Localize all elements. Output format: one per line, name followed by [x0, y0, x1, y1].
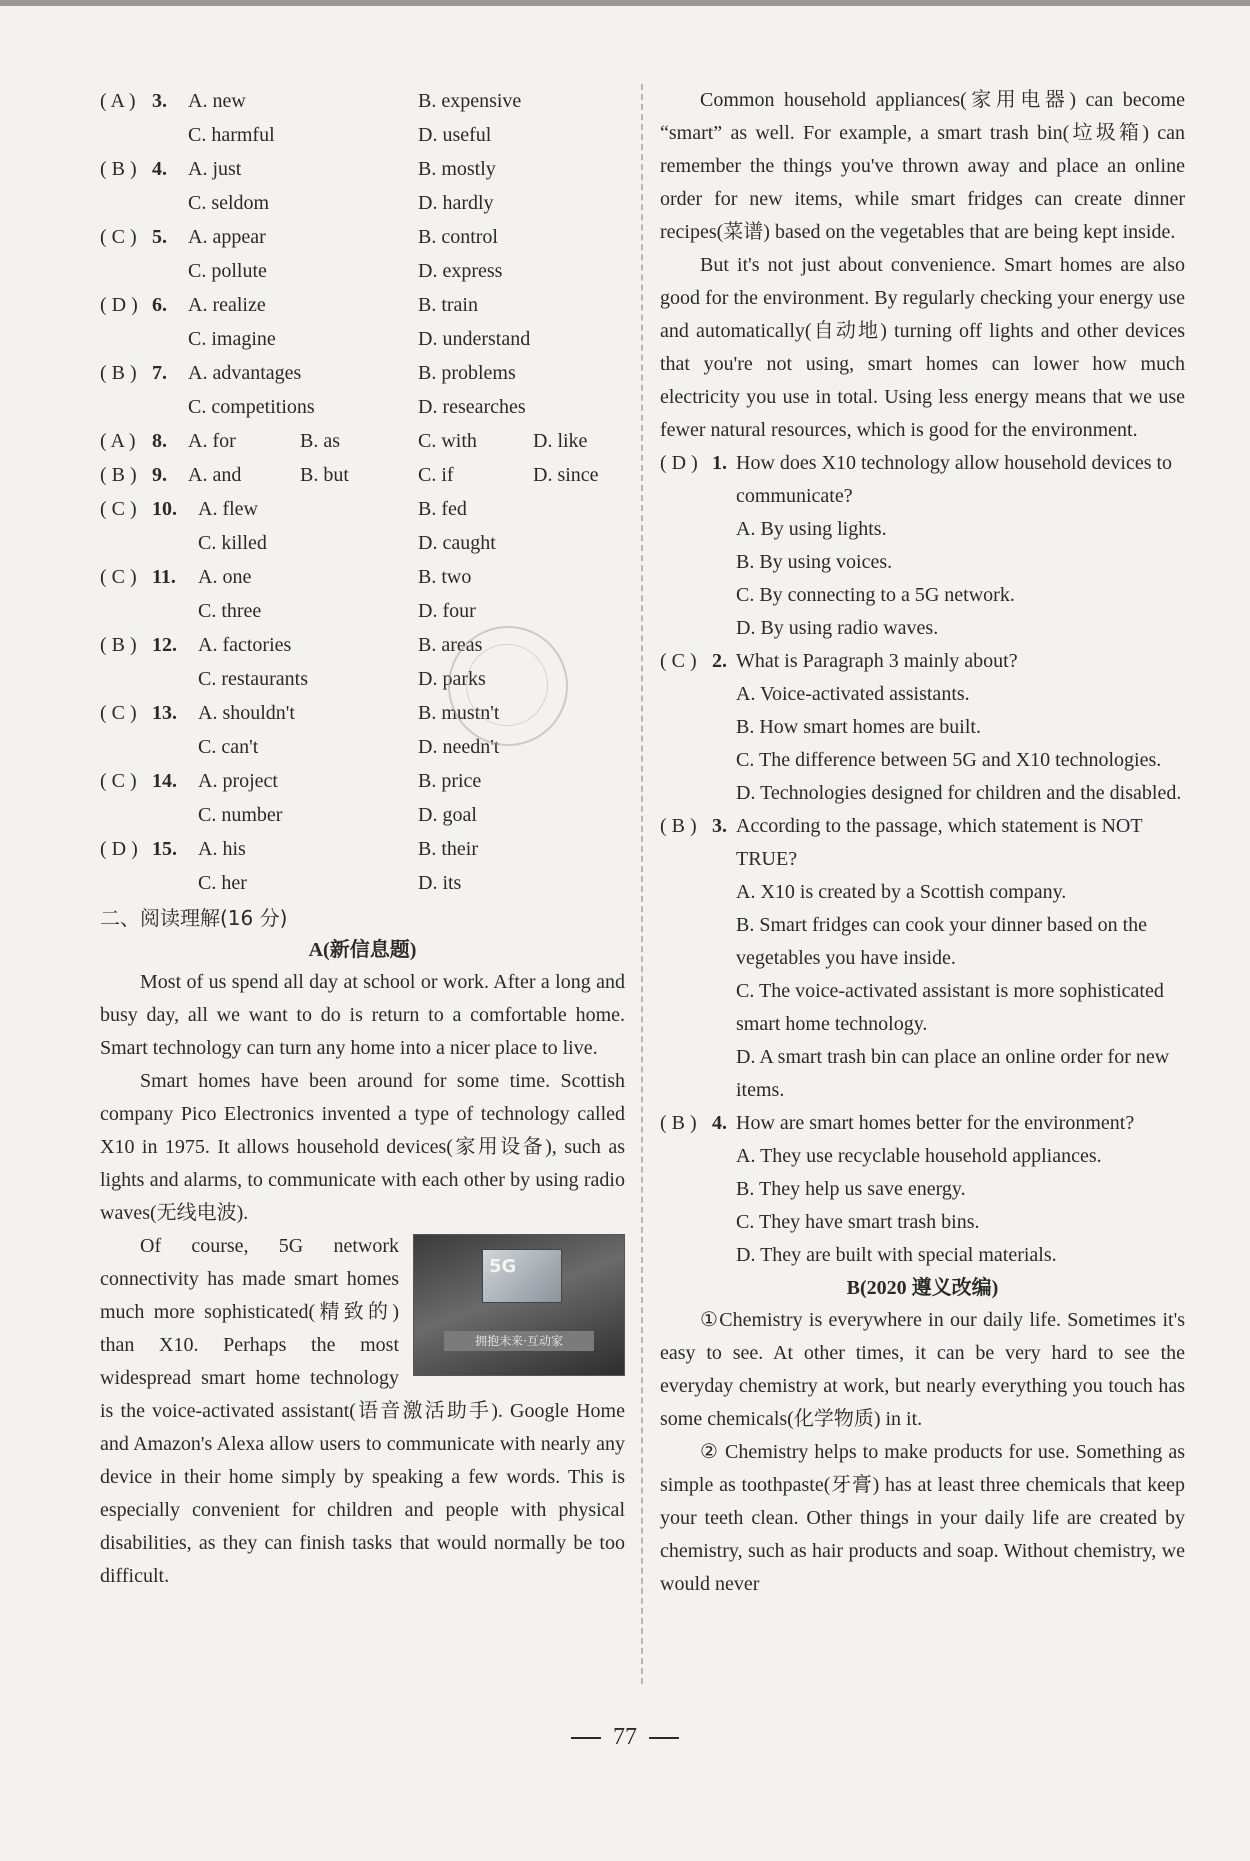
cloze-answer: ( D ) — [100, 294, 138, 316]
cloze-option-a: A. appear — [188, 226, 266, 248]
passage-a-paragraph-2: Smart homes have been around for some time. Scottish company Pico Electronics invented a type of technology called X10 in 1975. It allows household devices(家用设备), such as lights and alarms, to communicate with each other by using radio waves(无线电波). — [100, 1070, 625, 1224]
cloze-option-c: C. competitions — [188, 396, 315, 418]
question-option: D. They are built with special materials. — [736, 1244, 1057, 1266]
question-option: A. By using lights. — [736, 518, 887, 540]
cloze-answer: ( B ) — [100, 362, 137, 384]
cloze-number: 6. — [152, 294, 167, 316]
question-option: D. Technologies designed for children and the disabled. — [736, 782, 1182, 804]
question-option: B. How smart homes are built. — [736, 716, 981, 738]
cloze-option-c: C. pollute — [188, 260, 267, 282]
cloze-option-c: C. three — [198, 600, 262, 622]
cloze-answer: ( C ) — [100, 770, 137, 792]
cloze-number: 13. — [152, 702, 177, 724]
cloze-option-c: C. restaurants — [198, 668, 308, 690]
question-option: C. The voice-activated assistant is more sophisticated smart home technology. — [736, 980, 1164, 1035]
stamp-inner-ring — [466, 644, 548, 726]
cloze-option-c: C. with — [418, 430, 477, 452]
cloze-item — [100, 458, 625, 492]
cloze-option-a: A. advantages — [188, 362, 302, 384]
cloze-number: 11. — [152, 566, 176, 588]
cloze-option-c: C. harmful — [188, 124, 275, 146]
question-option: B. Smart fridges can cook your dinner based on the vegetables you have inside. — [736, 914, 1148, 969]
cloze-option-d: D. four — [418, 600, 476, 622]
question-option: A. They use recyclable household appliances. — [736, 1145, 1102, 1167]
question-answer: ( B ) — [660, 1112, 697, 1134]
question-stem-row — [660, 447, 1185, 513]
passage-a-paragraph-5: But it's not just about convenience. Smart homes are also good for the environment. By regularly checking your energy use and automatically(自动地) turning off lights and other devices that you're not using, smart homes can lower how much electricity you use in total. Using less energy means that we use fewer natural resources, which is good for the environment. — [660, 254, 1185, 441]
cloze-option-a: A. flew — [198, 498, 258, 520]
question-stem-row — [660, 645, 1185, 678]
cloze-answer: ( C ) — [100, 702, 137, 724]
question-number: 1. — [712, 452, 727, 474]
column-divider — [641, 84, 643, 1684]
reading-question — [660, 645, 1185, 810]
cloze-option-b: B. expensive — [418, 90, 522, 112]
cloze-option-a: A. shouldn't — [198, 702, 295, 724]
cloze-option-d: D. researches — [418, 396, 526, 418]
question-answer: ( C ) — [660, 650, 697, 672]
question-option: A. Voice-activated assistants. — [736, 683, 970, 705]
cloze-option-c: C. number — [198, 804, 283, 826]
cloze-item — [100, 424, 625, 458]
question-option: C. The difference between 5G and X10 technologies. — [736, 749, 1162, 771]
cloze-option-b: B. as — [300, 430, 340, 452]
question-stem: According to the passage, which statement is NOT TRUE? — [736, 815, 1143, 870]
cloze-option-d: D. goal — [418, 804, 477, 826]
cloze-item — [100, 152, 625, 186]
cloze-number: 14. — [152, 770, 177, 792]
question-number: 4. — [712, 1112, 727, 1134]
question-answer: ( B ) — [660, 815, 697, 837]
page-footer — [0, 1724, 1250, 1751]
question-answer: ( D ) — [660, 452, 698, 474]
passage-b-title: B(2020 遵义改编) — [846, 1277, 999, 1299]
cloze-option-d: D. its — [418, 872, 462, 894]
page-number: 77 — [613, 1724, 637, 1750]
cloze-option-b: B. train — [418, 294, 478, 316]
photo-5g-label: 5G — [489, 1256, 517, 1277]
cloze-option-a: A. realize — [188, 294, 266, 316]
cloze-number: 9. — [152, 464, 167, 486]
photo-banner: 拥抱未来·互动家 — [444, 1331, 594, 1351]
cloze-item-row2 — [100, 322, 625, 356]
passage-b-paragraph-2: ② Chemistry helps to make products for use. Something as simple as toothpaste(牙膏) has at least three chemicals that keep your teeth clean. Other things in your daily life are created by chemistry, such as hair products and soap. Without chemistry, we would never — [660, 1441, 1185, 1595]
passage-a-title: A(新信息题) — [308, 939, 417, 961]
question-option: D. A smart trash bin can place an online order for new items. — [736, 1046, 1170, 1101]
cloze-item-row2 — [100, 866, 625, 900]
question-stem-row — [660, 1107, 1185, 1140]
left-column — [100, 84, 625, 1593]
cloze-option-a: A. factories — [198, 634, 292, 656]
cloze-option-c: C. seldom — [188, 192, 270, 214]
cloze-answer: ( B ) — [100, 464, 137, 486]
cloze-option-a: A. one — [198, 566, 252, 588]
cloze-number: 7. — [152, 362, 167, 384]
section-title-reading: 二、阅读理解(16 分) — [100, 906, 288, 930]
cloze-option-d: D. parks — [418, 668, 486, 690]
cloze-item-row2 — [100, 390, 625, 424]
question-stem-row — [660, 810, 1185, 876]
cloze-answer: ( B ) — [100, 158, 137, 180]
question-stem: How are smart homes better for the environment? — [736, 1112, 1135, 1134]
cloze-item — [100, 288, 625, 322]
question-number: 3. — [712, 815, 727, 837]
cloze-item-row2 — [100, 186, 625, 220]
cloze-option-d: D. needn't — [418, 736, 500, 758]
cloze-item-row2 — [100, 798, 625, 832]
cloze-item — [100, 492, 625, 526]
photo-screen — [482, 1249, 562, 1303]
cloze-option-b: B. price — [418, 770, 482, 792]
cloze-option-c: C. imagine — [188, 328, 276, 350]
cloze-answer: ( C ) — [100, 566, 137, 588]
cloze-item — [100, 356, 625, 390]
cloze-option-c: C. killed — [198, 532, 267, 554]
cloze-option-a: A. and — [188, 464, 242, 486]
passage-b-paragraph-1: ①Chemistry is everywhere in our daily life. Sometimes it's easy to see. At other times, it can be very hard to see the everyday chemistry at work, but nearly everything you touch has some chemicals(化学物质) in it. — [660, 1309, 1185, 1430]
smart-home-photo — [413, 1234, 625, 1376]
cloze-option-c: C. if — [418, 464, 454, 486]
cloze-option-d: D. useful — [418, 124, 492, 146]
cloze-option-b: B. but — [300, 464, 349, 486]
cloze-item — [100, 220, 625, 254]
cloze-number: 12. — [152, 634, 177, 656]
cloze-option-a: A. new — [188, 90, 246, 112]
cloze-number: 4. — [152, 158, 167, 180]
passage-a-paragraph-1: Most of us spend all day at school or work. After a long and busy day, all we want to do is return to a comfortable home. Smart technology can turn any home into a nicer place to live. — [100, 971, 625, 1059]
cloze-item-row2 — [100, 526, 625, 560]
cloze-option-d: D. hardly — [418, 192, 494, 214]
cloze-number: 15. — [152, 838, 177, 860]
cloze-option-a: A. for — [188, 430, 236, 452]
reading-question-list — [660, 447, 1185, 1272]
reading-question — [660, 810, 1185, 1107]
cloze-option-b: B. mostly — [418, 158, 496, 180]
cloze-item — [100, 84, 625, 118]
question-number: 2. — [712, 650, 727, 672]
cloze-option-b: B. mustn't — [418, 702, 500, 724]
question-stem: What is Paragraph 3 mainly about? — [736, 650, 1018, 672]
question-option: B. They help us save energy. — [736, 1178, 966, 1200]
cloze-answer: ( A ) — [100, 90, 136, 112]
question-option: A. X10 is created by a Scottish company. — [736, 881, 1067, 903]
cloze-option-a: A. project — [198, 770, 278, 792]
cloze-item — [100, 832, 625, 866]
cloze-answer: ( C ) — [100, 226, 137, 248]
cloze-option-d: D. like — [533, 430, 588, 452]
cloze-answer: ( A ) — [100, 430, 136, 452]
cloze-option-d: D. since — [533, 464, 599, 486]
cloze-option-d: D. caught — [418, 532, 496, 554]
cloze-item-row2 — [100, 254, 625, 288]
page-content — [100, 84, 1185, 1704]
cloze-option-a: A. his — [198, 838, 246, 860]
cloze-option-b: B. control — [418, 226, 498, 248]
library-stamp — [448, 626, 568, 746]
cloze-option-c: C. can't — [198, 736, 259, 758]
footer-dash-right — [649, 1737, 679, 1739]
cloze-option-b: B. problems — [418, 362, 516, 384]
top-border — [0, 0, 1250, 6]
cloze-option-b: B. their — [418, 838, 478, 860]
cloze-answer: ( C ) — [100, 498, 137, 520]
cloze-option-d: D. express — [418, 260, 503, 282]
cloze-answer-list — [100, 84, 625, 900]
cloze-option-d: D. understand — [418, 328, 531, 350]
reading-question — [660, 447, 1185, 645]
footer-dash-left — [571, 1737, 601, 1739]
reading-question — [660, 1107, 1185, 1272]
cloze-number: 10. — [152, 498, 177, 520]
right-column — [660, 84, 1185, 1601]
cloze-item-row2 — [100, 730, 625, 764]
cloze-answer: ( D ) — [100, 838, 138, 860]
cloze-item-row2 — [100, 118, 625, 152]
cloze-option-b: B. two — [418, 566, 472, 588]
cloze-item-row2 — [100, 594, 625, 628]
cloze-option-c: C. her — [198, 872, 247, 894]
question-option: C. They have smart trash bins. — [736, 1211, 980, 1233]
question-option: B. By using voices. — [736, 551, 893, 573]
cloze-option-a: A. just — [188, 158, 242, 180]
question-stem: How does X10 technology allow household devices to communicate? — [736, 452, 1173, 507]
cloze-item — [100, 560, 625, 594]
cloze-item — [100, 764, 625, 798]
cloze-answer: ( B ) — [100, 634, 137, 656]
question-option: D. By using radio waves. — [736, 617, 939, 639]
cloze-option-b: B. fed — [418, 498, 467, 520]
question-option: C. By connecting to a 5G network. — [736, 584, 1015, 606]
cloze-option-b: B. areas — [418, 634, 483, 656]
cloze-number: 3. — [152, 90, 167, 112]
cloze-number: 8. — [152, 430, 167, 452]
cloze-number: 5. — [152, 226, 167, 248]
passage-a-paragraph-4: Common household appliances(家用电器) can become “smart” as well. For example, a smart trash bin(垃圾箱) can remember the things you've thrown away and place an online order for new items, while smart fridges can create dinner recipes(菜谱) based on the vegetables that are being kept inside. — [660, 89, 1185, 243]
passage-a-paragraph-3: Of course, 5G network connectivity has made smart homes much more sophisticated(精致的) than X10. Perhaps the most widespread smart home technology is the voice-activated assistant(语音激活助手). Google Home and Amazon's Alexa allow users to communicate with nearly any device in their home simply by speaking a few words. This is especially convenient for children and people with physical disabilities, as they can finish tasks that would normally be too difficult. — [100, 1235, 625, 1587]
